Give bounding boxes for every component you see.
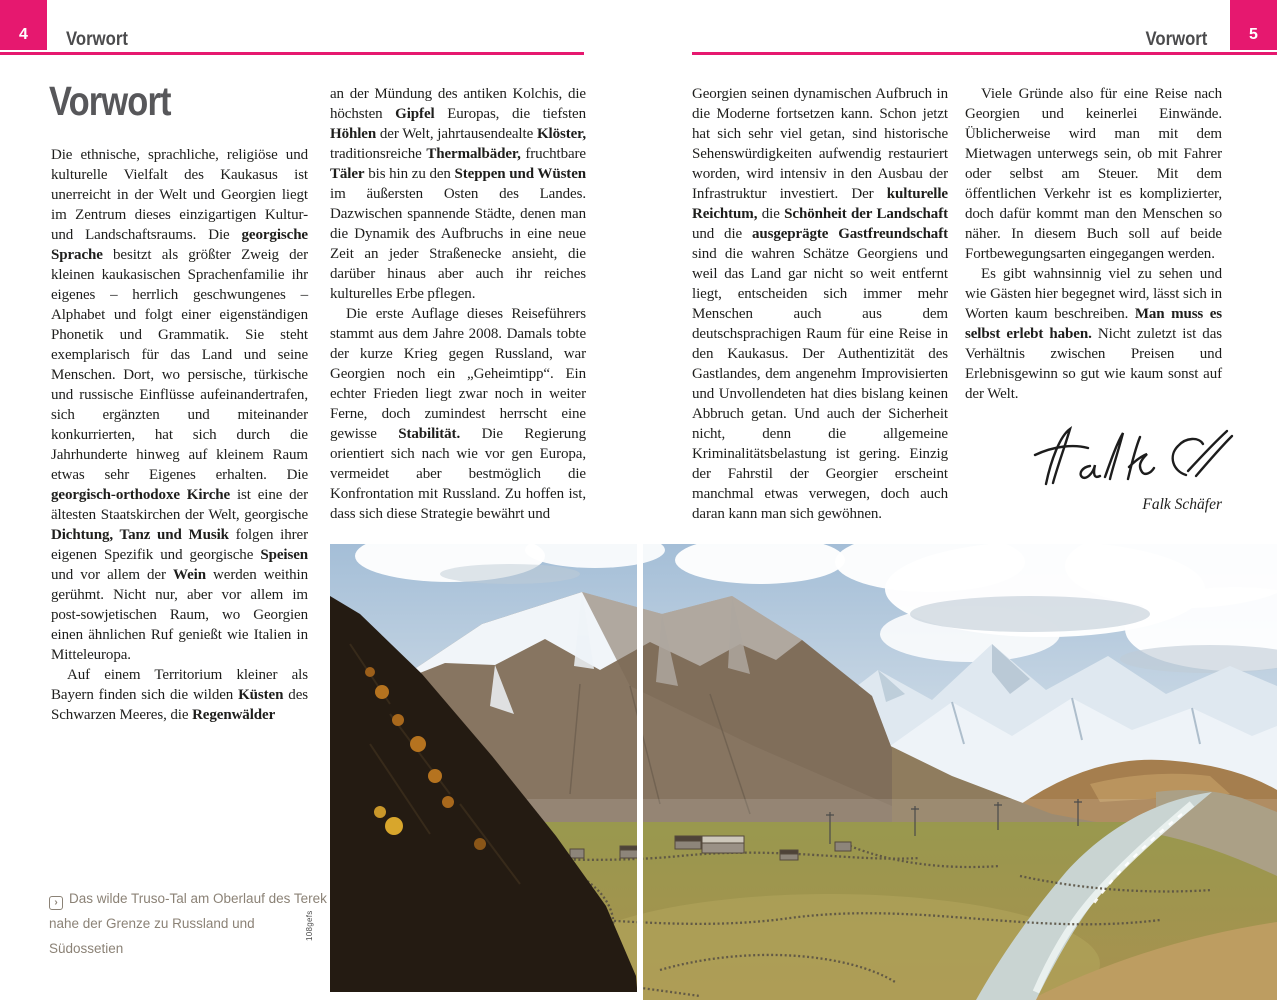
- valley-photo-art: [330, 544, 1277, 1000]
- text-column-2: [330, 84, 586, 524]
- photo-caption: [49, 886, 331, 961]
- page-number-tab-right: [1230, 0, 1277, 50]
- paragraph: Die ethnische, sprachliche, religiöse und kulturelle Vielfalt des Kaukasus ist unerreicht in der Welt und Georgien liegt im Zentrum dieses einzigartigen Kultur- und Landschaftsraums. Die georgische Sprache besitzt als größter Zweig der kleinen kaukasischen Sprachenfamilie ihr eigenes – herrlich geschwungenes – Alphabet und folgt einer eigenständigen Phonetik und Grammatik. Sie steht exemplarisch für das Land und seine Menschen. Dort, wo persische, türkische und russische Einflüsse aufeinandertrafen, sich ergänzten und miteinander konkurrierten, hat sich durch die Jahrhunderte hinweg auf kleinem Raum etwas sehr Eigenes erhalten. Die georgisch-orthodoxe Kirche ist eine der ältesten Staatskirchen der Welt, georgische Dichtung, Tanz und Musik folgen ihrer eigenen Spezifik und georgische Speisen und vor allem der Wein werden weithin gerühmt. Nicht nur, aber vor allem im post-sowjetischen Raum, wo Georgien einen ähnlichen Ruf genießt wie Italien in Mitteleuropa.: [51, 147, 309, 663]
- paragraph: Die erste Auflage dieses Reiseführers stammt aus dem Jahre 2008. Damals tobte der kurze Krieg gegen Russland, war Georgien noch ein „Geheimtipp“. Ein echter Frieden liegt zwar noch in weiter Ferne, doch zumindest herrscht eine gewisse Stabilität. Die Regierung orientiert sich nach wie vor gen Europa, vermeidet aber bestmöglich die Konfrontation mit Russland. Zu hoffen ist, dass sich diese Strategie bewährt und: [330, 306, 586, 522]
- page-title: Vorwort: [49, 78, 171, 124]
- paragraph: Es gibt wahnsinnig viel zu sehen und wie Gästen hier begegnet wird, lässt sich in Worten kaum beschreiben. Man muss es selbst erlebt haben. Nicht zuletzt ist das Verhältnis zwischen Preisen und Erlebnisgewinn so gut wie kaum sonst auf der Welt.: [965, 266, 1222, 402]
- header-rule-right: [692, 52, 1277, 55]
- running-header-right: Vorwort: [1145, 29, 1207, 50]
- text-column-1: [51, 145, 308, 725]
- paragraph: Georgien seinen dynamischen Aufbruch in die Moderne fortsetzen kann. Schon jetzt hat sich sehr viel getan, sind historische Sehenswürdigkeiten aufwendig restauriert worden, wird intensiv in den Ausbau der Infrastruktur investiert. Der kulturelle Reichtum, die Schönheit der Landschaft und die ausgeprägte Gastfreundschaft sind die wahren Schätze Georgiens und weil das Land gar nicht so weit entfernt liegt, entscheiden sich immer mehr Menschen auch aus dem deutschsprachigen Raum für eine Reise in den Kaukasus. Der Authentizität des Gastlandes, dem angenehm Improvisierten und Unvollendeten hat dies bislang keinen Abbruch getan. Und auch der Sicherheit nicht, denn die allgemeine Kriminalitätsbelastung ist gering. Einzig der Fahrstil der Georgier erscheint manchmal etwas verwegen, doch auch daran kann man sich gewöhnen.: [692, 86, 948, 522]
- paragraph: an der Mündung des antiken Kolchis, die höchsten Gipfel Europas, die tiefsten Höhlen der Welt, jahrtausendealte Klöster, traditionsreiche Thermalbäder, fruchtbare Täler bis hin zu den Steppen und Wüsten im äußersten Osten des Landes. Dazwischen spannende Städte, denen man die Dynamik des Aufbruchs in eine neue Zeit an jeder Straßenecke ansieht, die darüber hinaus aber auch ihr reiches kulturelles Erbe pflegen.: [330, 86, 586, 302]
- text-column-4: [965, 84, 1222, 404]
- signature-name: Falk Schäfer: [1142, 496, 1222, 513]
- page-number: 5: [1249, 26, 1258, 43]
- text-column-3: [692, 84, 948, 524]
- caption-text: Das wilde Truso-Tal am Oberlauf des Terek nahe der Grenze zu Russland und Südossetien: [49, 891, 327, 956]
- page-number: 4: [19, 26, 28, 43]
- paragraph: Viele Gründe also für eine Reise nach Georgien und keinerlei Einwände. Üblicherweise wird man mit dem Mietwagen unterwegs sein, ob mit Fahrer oder selbst am Steuer. Mit dem öffentlichen Verkehr ist es komplizierter, doch dafür kommt man den Menschen so näher. In diesem Buch soll auf beide Fortbewegungsarten eingegangen werden.: [965, 86, 1222, 262]
- header-rule-left: [0, 52, 584, 55]
- page-number-tab-left: [0, 0, 47, 50]
- valley-photo: [330, 544, 1277, 1000]
- paragraph: Auf einem Territorium kleiner als Bayern finden sich die wilden Küsten des Schwarzen Meeres, die Regenwälder: [51, 667, 308, 723]
- page-gutter: [637, 544, 643, 1000]
- photo-credit: 108gefs: [305, 910, 314, 941]
- signature-image: [1028, 420, 1240, 503]
- photo-bottom-margin: [330, 992, 637, 1000]
- running-header-left: Vorwort: [66, 29, 128, 50]
- caption-arrow-icon: ›: [49, 896, 63, 910]
